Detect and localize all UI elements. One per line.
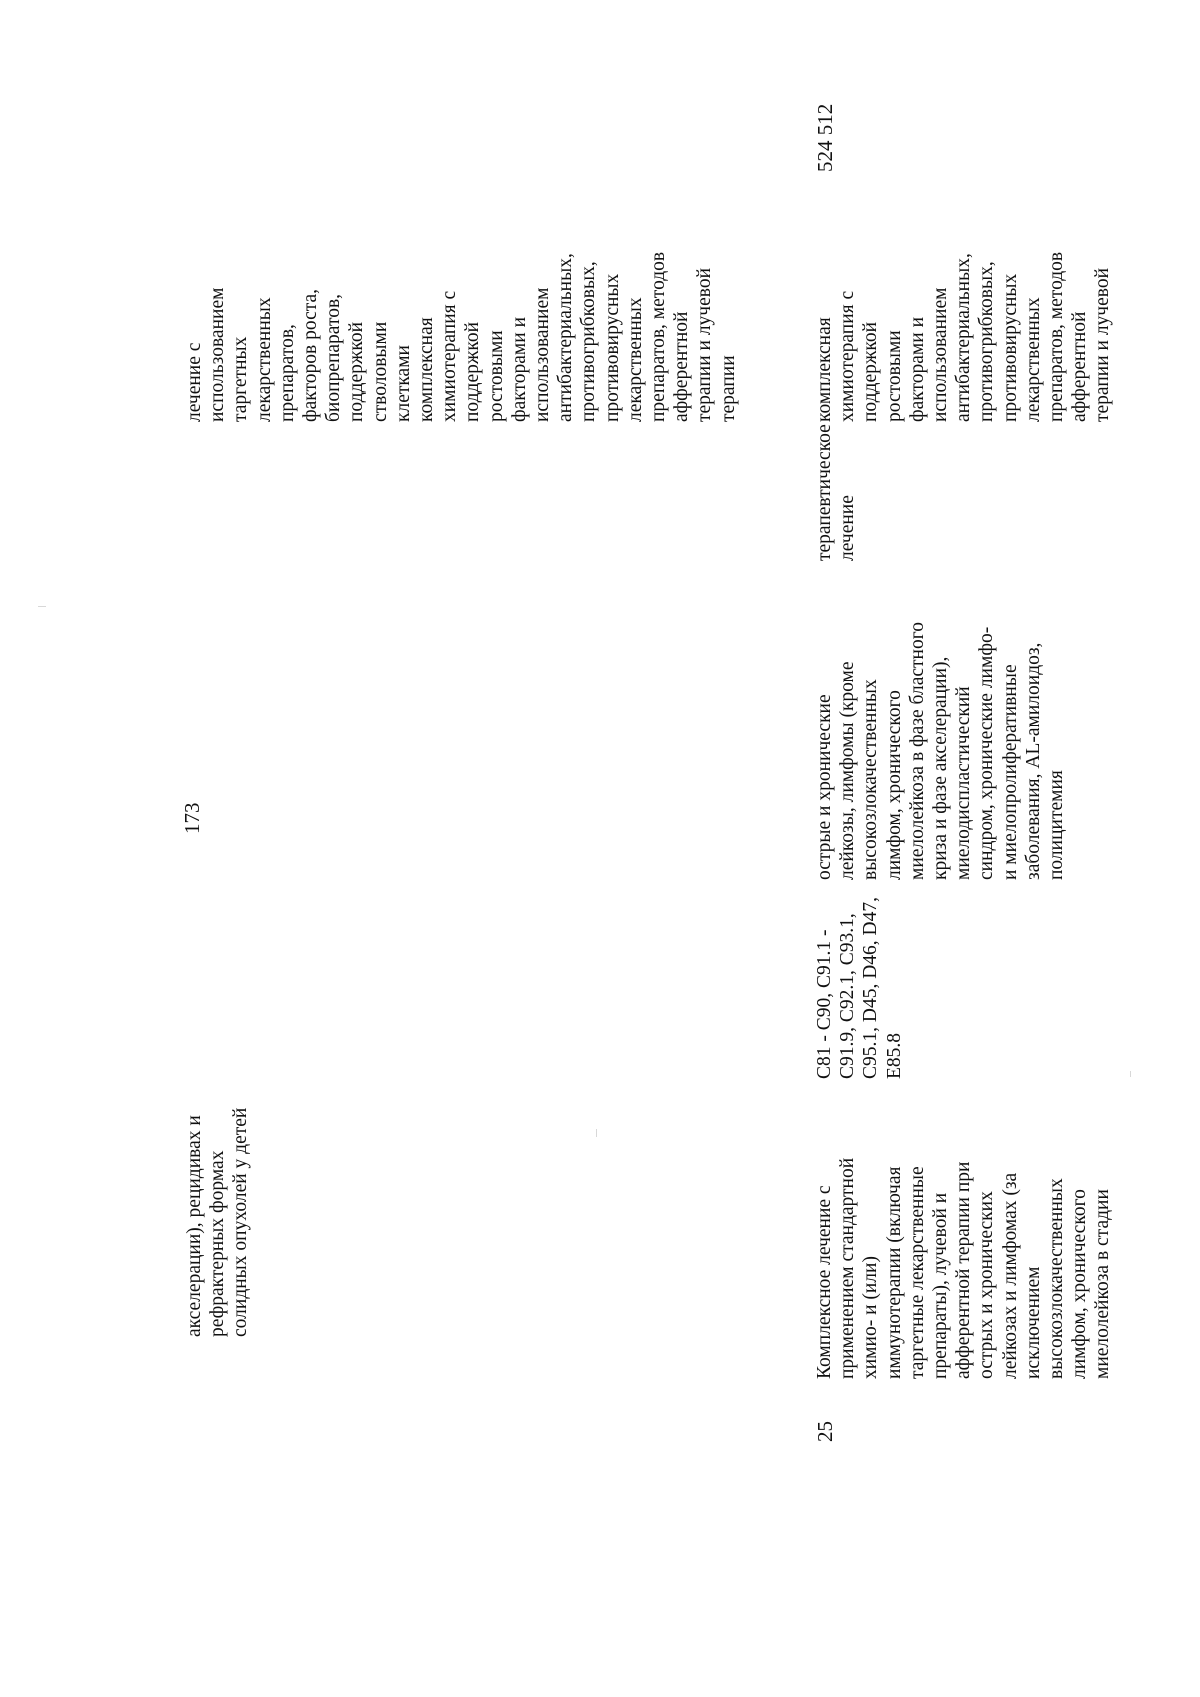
scan-artifact: [596, 1129, 597, 1137]
text-line: миелолейкоза в фазе бластного: [906, 622, 928, 880]
text-line: факторами и: [906, 316, 928, 422]
text-line: терапевтическое: [814, 424, 835, 561]
text-line: терапии: [717, 355, 739, 422]
text-line: полицитемия: [1046, 770, 1068, 880]
text-line: лимфом, хронического: [883, 690, 905, 880]
text-line: противовирусных: [999, 273, 1021, 422]
text-line: рефрактерных формах: [207, 1150, 229, 1337]
text-line: препараты), лучевой и: [930, 1192, 952, 1379]
text-line: иммунотерапии (включая: [883, 1166, 905, 1379]
patient-model-cell: [813, 622, 1068, 880]
scan-artifact: [1130, 1071, 1131, 1077]
text-line: лимфом, хронического: [1069, 1189, 1091, 1379]
text-line: лейкозы, лимфомы (кроме: [837, 661, 859, 880]
text-line: биопрепаратов,: [323, 293, 345, 422]
text-line: противогрибковых,: [976, 261, 998, 422]
text-line: лечение с: [184, 342, 205, 422]
text-line: поддержкой: [346, 321, 368, 422]
text-line: использованием: [207, 287, 229, 422]
text-line: и миелопролиферативные: [999, 664, 1021, 880]
row-number: 25: [813, 1421, 837, 1442]
text-line: противогрибковых,: [578, 261, 600, 422]
text-line: использованием: [532, 287, 554, 422]
text-line: таргетные лекарственные: [906, 1166, 928, 1379]
text-line: лекарственных: [1022, 297, 1044, 422]
treatment-name-cell: [813, 1158, 1115, 1379]
text-line: препаратов, методов: [648, 251, 670, 422]
text-line: акселерации), рецидивах и: [184, 1115, 205, 1337]
text-line: острые и хронические: [814, 694, 835, 880]
text-line: противовирусных: [601, 273, 623, 422]
text-line: C81 - C90, C91.1 -: [814, 929, 835, 1079]
text-line: миелолейкоза в стадии: [1092, 1189, 1114, 1379]
text-line: острых и хронических: [976, 1191, 998, 1379]
treatment-type-cell: [813, 424, 859, 561]
scan-artifact: [38, 606, 46, 607]
text-line: лейкозах и лимфомах (за: [999, 1172, 1021, 1379]
text-line: ростовыми: [883, 330, 905, 422]
page-number: 173: [180, 802, 204, 834]
text-line: препаратов,: [276, 324, 298, 422]
text-line: использованием: [930, 287, 952, 422]
text-line: таргетных: [230, 336, 252, 422]
treatment-method-cell: [813, 252, 1115, 422]
text-line: заболевания, AL-амилоидоз,: [1022, 642, 1044, 880]
text-line: химио- и (или): [860, 1256, 882, 1379]
text-line: афферентной терапии при: [953, 1161, 975, 1379]
continuation-name-cell: [183, 1108, 253, 1337]
text-line: комплексная: [814, 317, 835, 422]
text-line: комплексная: [416, 317, 438, 422]
text-line: факторами и: [508, 316, 530, 422]
text-line: поддержкой: [860, 321, 882, 422]
text-line: афферентной: [1069, 311, 1091, 422]
icd-codes-cell: [813, 897, 906, 1079]
text-line: терапии и лучевой: [1092, 267, 1114, 422]
text-line: применением стандартной: [837, 1157, 859, 1379]
text-line: препаратов, методов: [1046, 251, 1068, 422]
text-line: лекарственных: [624, 297, 646, 422]
text-line: C91.9, C92.1, C93.1,: [837, 913, 859, 1079]
text-line: антибактериальных,: [953, 253, 975, 422]
text-line: ростовыми: [485, 330, 507, 422]
text-line: клетками: [392, 345, 414, 422]
text-line: E85.8: [883, 1032, 905, 1079]
text-line: антибактериальных,: [555, 253, 577, 422]
text-line: факторов роста,: [300, 288, 322, 422]
text-line: химиотерапия с: [439, 290, 461, 422]
text-line: афферентной: [671, 311, 693, 422]
document-number: 524 512: [813, 103, 837, 172]
text-line: Комплексное лечение с: [814, 1185, 835, 1379]
text-line: химиотерапия с: [837, 290, 859, 422]
text-line: лекарственных: [253, 297, 275, 422]
text-line: высокозлокачественных: [860, 679, 882, 880]
text-line: C95.1, D45, D46, D47,: [860, 896, 882, 1079]
continuation-method-cell: [183, 252, 740, 422]
text-line: лечение: [837, 495, 859, 561]
text-line: терапии и лучевой: [694, 267, 716, 422]
text-line: высокозлокачественных: [1046, 1178, 1068, 1379]
text-line: синдром, хронические лимфо-: [976, 626, 998, 880]
text-line: солидных опухолей у детей: [230, 1107, 252, 1337]
text-line: исключением: [1022, 1266, 1044, 1379]
text-line: миелодиспластический: [953, 686, 975, 880]
text-line: поддержкой: [462, 321, 484, 422]
text-line: стволовыми: [369, 321, 391, 422]
text-line: криза и фазе акселерации),: [930, 656, 952, 880]
